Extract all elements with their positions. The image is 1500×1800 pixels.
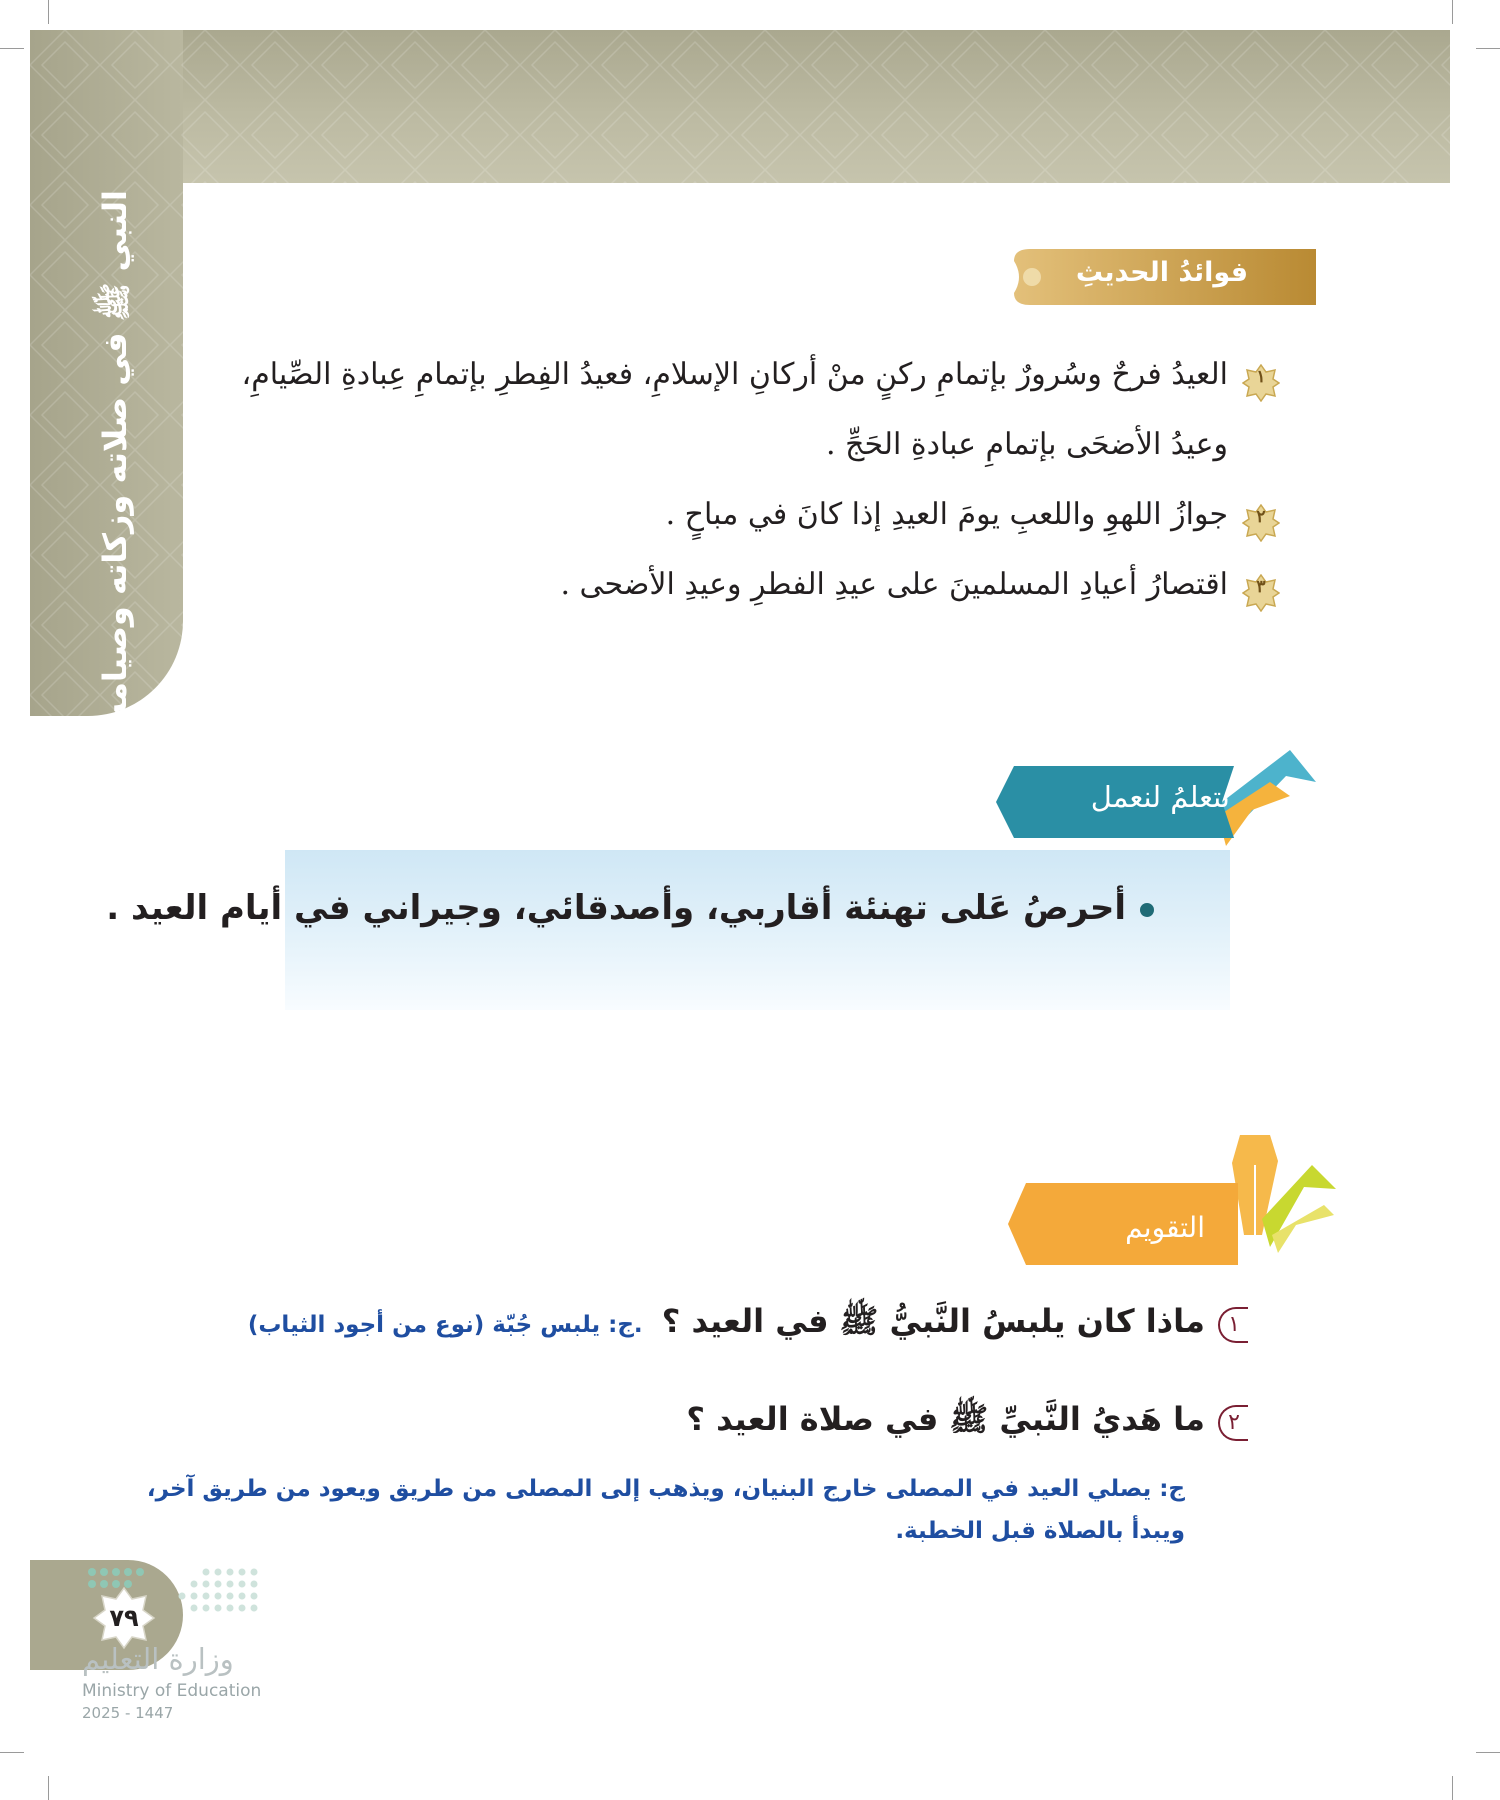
benefits-list xyxy=(220,340,1280,620)
edition-year: 2025 - 1447 xyxy=(82,1704,174,1722)
answer-text: ج: يصلي العيد في المصلى خارج البنيان، ويذهب إلى المصلى من طريق ويعود من طريق آخر، ويبدأ بالصلاة قبل الخطبة. xyxy=(146,1476,1185,1544)
benefits-heading-banner xyxy=(1010,243,1316,311)
crop-mark xyxy=(1476,1752,1500,1753)
learn-heading: نتعلمُ لنعمل xyxy=(1090,780,1230,814)
page-frame-top xyxy=(30,30,1450,183)
orange-ribbon-shape xyxy=(1000,1135,1340,1270)
question-text: ماذا كان يلبسُ النَّبيُّ ﷺ في العيد ؟ xyxy=(661,1302,1205,1340)
question-text: ما هَديُ النَّبيِّ ﷺ في صلاة العيد ؟ xyxy=(686,1400,1205,1438)
page-number-badge xyxy=(92,1586,156,1650)
benefit-text: العيدُ فرحٌ وسُرورٌ بإتمامِ ركنٍ منْ أركانِ الإسلامِ، فعيدُ الفِطرِ بإتمامِ عِبادةِ الصِّيامِ، وعيدُ الأضحَى بإتمامِ عبادةِ الحَجِّ . xyxy=(241,357,1228,462)
learn-statement-text: أحرصُ عَلى تهنئة أقاربي، وأصدقائي، وجيراني في أيام العيد . xyxy=(106,888,1126,928)
benefit-text: جوازُ اللهوِ واللعبِ يومَ العيدِ إذا كانَ في مباحٍ . xyxy=(665,497,1228,532)
crop-mark xyxy=(1452,1776,1453,1800)
question-1 xyxy=(248,1302,1248,1348)
question-number: ١ xyxy=(1218,1307,1248,1343)
number-badge-icon: ١ xyxy=(1242,358,1280,396)
crop-mark xyxy=(1476,48,1500,49)
list-item xyxy=(220,340,1280,480)
question-number: ٢ xyxy=(1218,1405,1248,1441)
page-number: ٧٩ xyxy=(109,1604,139,1632)
number-badge-icon: ٣ xyxy=(1242,568,1280,606)
learn-statement xyxy=(106,888,1154,928)
evaluation-heading: التقويم xyxy=(1125,1211,1205,1244)
list-item xyxy=(220,480,1280,550)
answer-text: .ج: يلبس جُبّة (نوع من أجود الثياب) xyxy=(247,1312,643,1338)
ministry-name-ar: وزارة التعليم xyxy=(82,1642,234,1676)
bullet-icon xyxy=(1140,903,1154,917)
benefits-heading: فوائدُ الحديثِ xyxy=(1075,257,1248,288)
chapter-side-title-text: النبي ﷺ في صلاته وزكاته وصيامه وحجه xyxy=(96,190,134,818)
benefit-text: اقتصارُ أعيادِ المسلمينَ على عيدِ الفطرِ وعيدِ الأضحى . xyxy=(560,567,1228,602)
crop-mark xyxy=(48,0,49,24)
chapter-side-title xyxy=(90,190,148,818)
evaluation-heading-banner xyxy=(1000,1135,1340,1270)
list-item xyxy=(220,550,1280,620)
ministry-name-en: Ministry of Education xyxy=(82,1681,262,1701)
number-badge-icon: ٢ xyxy=(1242,498,1280,536)
crop-mark xyxy=(0,1752,24,1753)
crop-mark xyxy=(0,48,24,49)
crop-mark xyxy=(48,1776,49,1800)
pattern-decoration xyxy=(30,30,1450,183)
question-2 xyxy=(686,1400,1248,1446)
learn-box xyxy=(106,850,1230,1010)
learn-heading-banner xyxy=(990,742,1322,852)
crop-mark xyxy=(1452,0,1453,24)
